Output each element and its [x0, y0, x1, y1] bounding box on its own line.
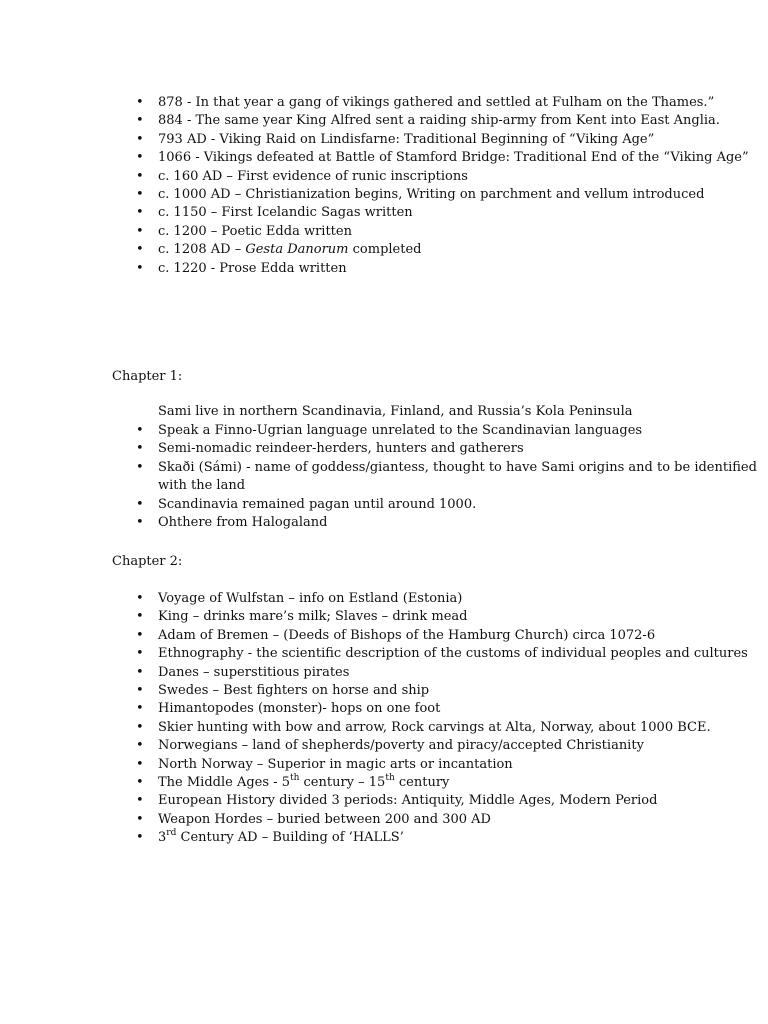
list-item: • Norwegians – land of shepherds/poverty and piracy/accepted Christianity	[114, 737, 768, 755]
list-item: • The Middle Ages - 5th century – 15th century	[114, 774, 768, 792]
list-item: • Voyage of Wulfstan – info on Estland (Estonia)	[114, 590, 768, 608]
timeline-list	[114, 94, 768, 278]
list-item: • c. 1150 – First Icelandic Sagas written	[114, 204, 768, 222]
bullet-icon: •	[136, 793, 144, 809]
list-item: • c. 1200 – Poetic Edda written	[114, 223, 768, 241]
list-item: • North Norway – Superior in magic arts or incantation	[114, 756, 768, 774]
list-item: • Ohthere from Halogaland	[114, 514, 768, 532]
chapter-2-heading: Chapter 2:	[112, 554, 183, 569]
list-item: • Danes – superstitious pirates	[114, 664, 768, 682]
list-item: • Semi-nomadic reindeer-herders, hunters and gatherers	[114, 440, 768, 458]
bullet-icon: •	[136, 496, 144, 512]
bullet-icon: •	[136, 515, 144, 531]
list-item: • c. 1220 - Prose Edda written	[114, 260, 768, 278]
bullet-icon: •	[136, 775, 144, 791]
list-item: • Ethnography - the scientific description of the customs of individual peoples and cultures	[114, 645, 768, 663]
bullet-icon: •	[136, 664, 144, 680]
list-item: • 793 AD - Viking Raid on Lindisfarne: Traditional Beginning of “Viking Age”	[114, 131, 768, 149]
list-item: • Swedes – Best fighters on horse and ship	[114, 682, 768, 700]
list-item: • Skaði (Sámi) - name of goddess/giantess, thought to have Sami origins and to be identified with the land	[136, 459, 757, 494]
list-item: • 1066 - Vikings defeated at Battle of Stamford Bridge: Traditional End of the “Viking Age”	[114, 149, 768, 167]
bullet-icon: •	[136, 223, 144, 239]
bullet-icon: •	[136, 701, 144, 717]
list-item: • King – drinks mare’s milk; Slaves – drink mead	[114, 608, 768, 626]
chapter-1-heading: Chapter 1:	[112, 369, 183, 384]
list-item: • European History divided 3 periods: Antiquity, Middle Ages, Modern Period	[114, 792, 768, 810]
bullet-icon: •	[136, 719, 144, 735]
list-item: • 3rd Century AD – Building of ‘HALLS’	[114, 829, 768, 847]
bullet-icon: •	[136, 646, 144, 662]
bullet-icon: •	[136, 756, 144, 772]
bullet-icon: •	[136, 260, 144, 276]
bullet-icon: •	[136, 242, 144, 258]
bullet-icon: •	[136, 95, 144, 110]
list-item: • Scandinavia remained pagan until around 1000.	[114, 496, 768, 514]
list-item: • Speak a Finno-Ugrian language unrelated to the Scandinavian languages	[114, 422, 768, 440]
bullet-icon: •	[136, 591, 144, 606]
bullet-icon: •	[136, 423, 144, 438]
list-item: • Skier hunting with bow and arrow, Rock carvings at Alta, Norway, about 1000 BCE.	[114, 719, 768, 737]
list-item: • Weapon Hordes – buried between 200 and 300 AD	[114, 811, 768, 829]
bullet-icon: •	[136, 131, 144, 147]
bullet-icon: •	[136, 459, 144, 475]
list-item: • c. 1000 AD – Christianization begins, Writing on parchment and vellum introduced	[114, 186, 768, 204]
bullet-icon: •	[136, 609, 144, 625]
chapter-1-list	[114, 422, 768, 532]
bullet-icon: •	[136, 441, 144, 457]
list-item: • 884 - The same year King Alfred sent a raiding ship-army from Kent into East Anglia.	[114, 112, 768, 130]
bullet-icon: •	[136, 205, 144, 221]
list-item: • 878 - In that year a gang of vikings gathered and settled at Fulham on the Thames.”	[114, 94, 768, 112]
bullet-icon: •	[136, 830, 144, 846]
chapter-1-intro: Sami live in northern Scandinavia, Finland, and Russia’s Kola Peninsula	[158, 404, 633, 419]
list-item: • c. 160 AD – First evidence of runic inscriptions	[114, 168, 768, 186]
bullet-icon: •	[136, 187, 144, 203]
list-item: • Adam of Bremen – (Deeds of Bishops of the Hamburg Church) circa 1072-6	[114, 627, 768, 645]
list-item: • Himantopodes (monster)- hops on one foot	[114, 700, 768, 718]
bullet-icon: •	[136, 150, 144, 166]
bullet-icon: •	[136, 168, 144, 184]
bullet-icon: •	[136, 738, 144, 754]
bullet-icon: •	[136, 683, 144, 699]
bullet-icon: •	[136, 113, 144, 129]
bullet-icon: •	[136, 627, 144, 643]
bullet-icon: •	[136, 811, 144, 827]
list-item: • c. 1208 AD – Gesta Danorum completed	[114, 241, 768, 259]
chapter-2-list	[114, 590, 768, 848]
